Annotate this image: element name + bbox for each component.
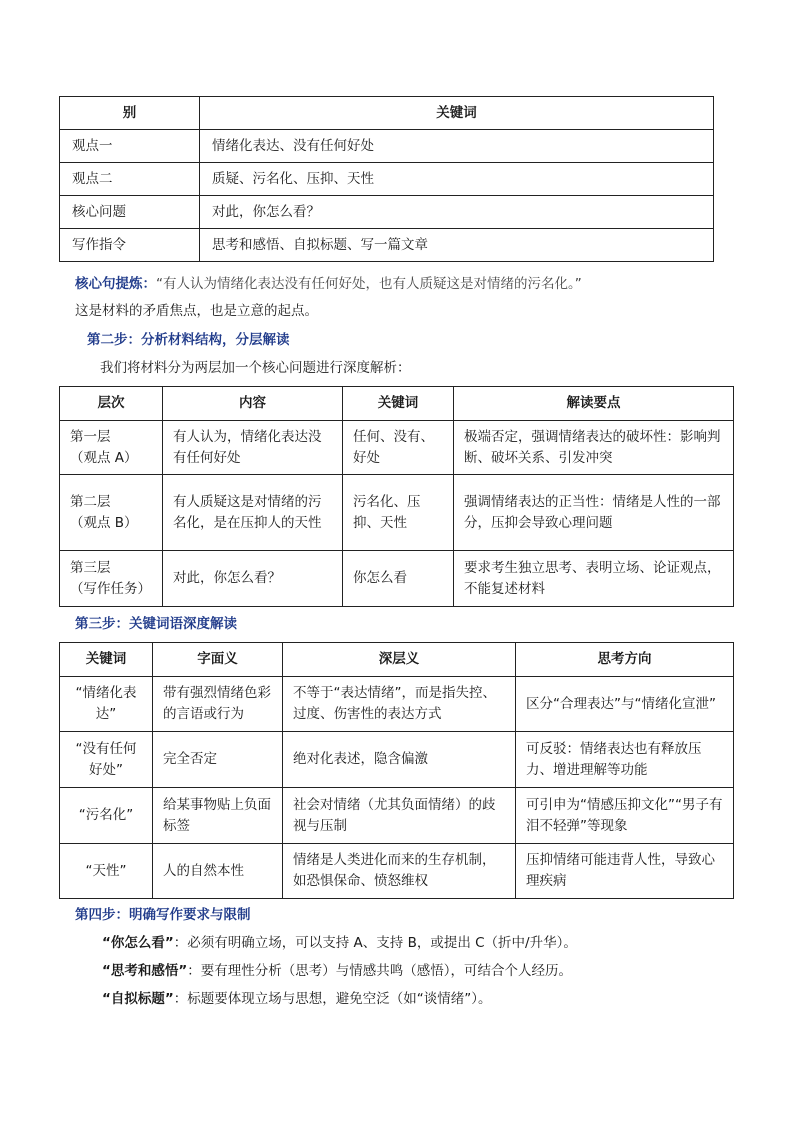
table-cell: 情绪化表达、没有任何好处 (200, 130, 714, 163)
step4-heading: 第四步：明确写作要求与限制 (75, 907, 251, 923)
requirement-label: “思考和感悟” (102, 963, 188, 979)
table-row (60, 163, 714, 196)
table-cell: 绝对化表述，隐含偏激 (283, 732, 516, 788)
table-row (60, 551, 734, 607)
requirement-item (102, 933, 577, 953)
table-row (60, 788, 734, 844)
table-row (60, 421, 734, 475)
table-header: 字面义 (153, 643, 283, 677)
table-header: 别 (60, 97, 200, 130)
table-row (60, 229, 714, 262)
table-header-row (60, 643, 734, 677)
requirement-label: “自拟标题” (102, 991, 174, 1007)
requirement-text: ：标题要体现立场与思想，避免空泛（如“谈情绪”）。 (173, 991, 492, 1007)
keyword-analysis-table (59, 642, 734, 899)
table-cell (60, 421, 163, 475)
core-quote: “有人认为情绪化表达没有任何好处，也有人质疑这是对情绪的污名化。” (156, 276, 582, 292)
table-cell: 任何、没有、好处 (343, 421, 454, 475)
table-row (60, 677, 734, 732)
layer-sub: （写作任务） (70, 580, 151, 597)
table-cell: 污名化、压抑、天性 (343, 475, 454, 551)
core-label: 核心句提炼： (75, 276, 156, 292)
table-cell: 有人质疑这是对情绪的污名化，是在压抑人的天性 (163, 475, 343, 551)
table-cell: 可反驳：情绪表达也有释放压力、增进理解等功能 (516, 732, 734, 788)
table-cell: 人的自然本性 (153, 844, 283, 899)
core-sentence (75, 274, 582, 294)
step3-heading: 第三步：关键词语深度解读 (75, 616, 237, 632)
table-cell: 极端否定，强调情绪表达的破坏性：影响判断、破坏关系、引发冲突 (454, 421, 734, 475)
requirement-text: ：必须有明确立场，可以支持 A、支持 B，或提出 C（折中/升华）。 (173, 935, 577, 951)
table-cell: “情绪化表达” (60, 677, 153, 732)
layer-name: 第一层 (70, 428, 111, 445)
step2-intro: 我们将材料分为两层加一个核心问题进行深度解析： (100, 360, 411, 376)
table-header: 深层义 (283, 643, 516, 677)
requirement-item (102, 989, 492, 1009)
table-cell: 质疑、污名化、压抑、天性 (200, 163, 714, 196)
keyword-table (59, 96, 714, 262)
layer-sub: （观点 A） (70, 449, 138, 466)
table-header-row (60, 97, 714, 130)
table-header: 解读要点 (454, 387, 734, 421)
table-cell: 你怎么看 (343, 551, 454, 607)
table-cell: 区分“合理表达”与“情绪化宣泄” (516, 677, 734, 732)
table-cell: “污名化” (60, 788, 153, 844)
table-row (60, 196, 714, 229)
requirement-text: ：要有理性分析（思考）与情感共鸣（感悟），可结合个人经历。 (187, 963, 572, 979)
table-cell: 可引申为“情感压抑文化”“男子有泪不轻弹”等现象 (516, 788, 734, 844)
table-cell (60, 551, 163, 607)
layer-sub: （观点 B） (70, 514, 138, 531)
table-cell: 情绪是人类进化而来的生存机制，如恐惧保命、愤怒维权 (283, 844, 516, 899)
table-cell: 带有强烈情绪色彩的言语或行为 (153, 677, 283, 732)
requirement-item (102, 961, 572, 981)
table-cell: 强调情绪表达的正当性：情绪是人性的一部分，压抑会导致心理问题 (454, 475, 734, 551)
table-row (60, 732, 734, 788)
layer-name: 第三层 (70, 559, 111, 576)
table-cell: 对此，你怎么看？ (200, 196, 714, 229)
table-cell (60, 475, 163, 551)
table-cell: 社会对情绪（尤其负面情绪）的歧视与压制 (283, 788, 516, 844)
table-row (60, 130, 714, 163)
table-cell: 核心问题 (60, 196, 200, 229)
requirement-label: “你怎么看” (102, 935, 174, 951)
table-cell: “没有任何好处” (60, 732, 153, 788)
table-header-row (60, 387, 734, 421)
table-header: 层次 (60, 387, 163, 421)
table-header: 思考方向 (516, 643, 734, 677)
table-row (60, 844, 734, 899)
table-cell: 压抑情绪可能违背人性，导致心理疾病 (516, 844, 734, 899)
table-cell: 有人认为，情绪化表达没有任何好处 (163, 421, 343, 475)
table-cell: 要求考生独立思考、表明立场、论证观点，不能复述材料 (454, 551, 734, 607)
table-header: 关键词 (200, 97, 714, 130)
structure-table (59, 386, 734, 607)
table-header: 关键词 (343, 387, 454, 421)
table-cell: 思考和感悟、自拟标题、写一篇文章 (200, 229, 714, 262)
table-cell: “天性” (60, 844, 153, 899)
layer-name: 第二层 (70, 493, 111, 510)
table-row (60, 475, 734, 551)
table-cell: 观点二 (60, 163, 200, 196)
step2-heading: 第二步：分析材料结构，分层解读 (87, 332, 290, 348)
table-header: 关键词 (60, 643, 153, 677)
table-cell: 不等于“表达情绪”，而是指失控、过度、伤害性的表达方式 (283, 677, 516, 732)
core-note: 这是材料的矛盾焦点，也是立意的起点。 (75, 303, 318, 319)
table-cell: 对此，你怎么看？ (163, 551, 343, 607)
table-cell: 给某事物贴上负面标签 (153, 788, 283, 844)
table-cell: 完全否定 (153, 732, 283, 788)
table-header: 内容 (163, 387, 343, 421)
table-cell: 观点一 (60, 130, 200, 163)
table-cell: 写作指令 (60, 229, 200, 262)
